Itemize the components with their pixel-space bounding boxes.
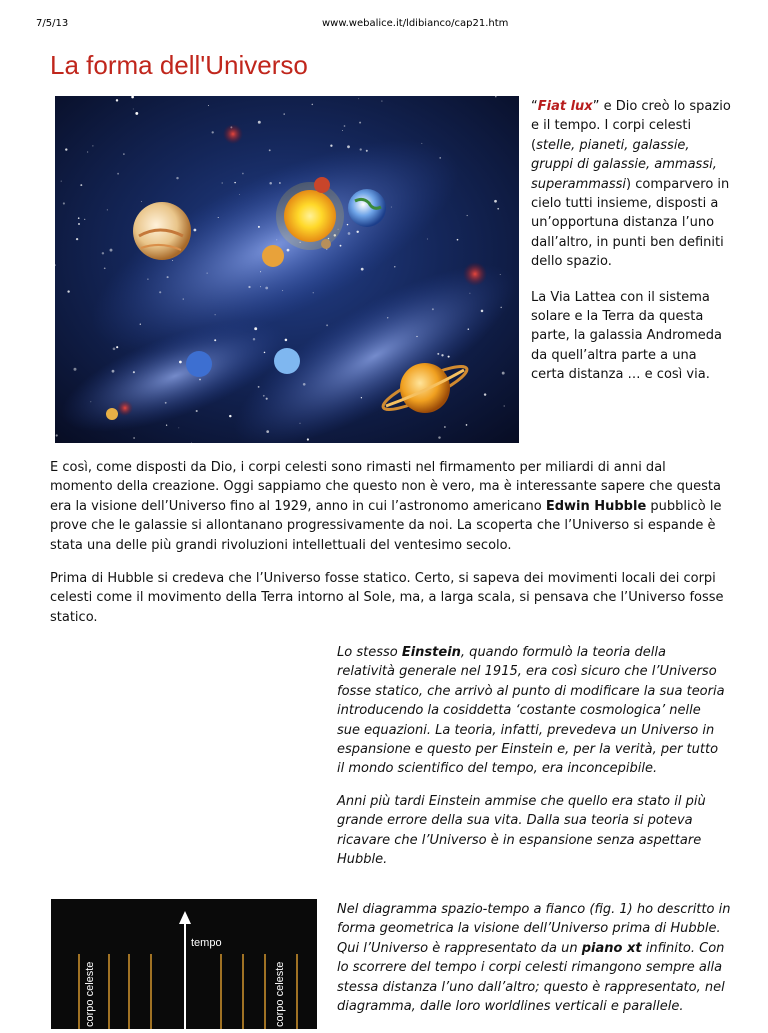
star	[76, 238, 78, 240]
star	[258, 386, 260, 388]
star	[467, 215, 468, 216]
star	[265, 287, 268, 290]
star	[92, 145, 93, 146]
star	[80, 184, 82, 186]
star	[166, 425, 167, 426]
star	[312, 104, 314, 106]
page-title: La forma dell'Universo	[50, 50, 308, 80]
star	[84, 219, 85, 220]
star	[347, 145, 350, 148]
star	[222, 182, 223, 183]
star	[300, 423, 301, 424]
star	[469, 293, 470, 294]
star	[264, 352, 266, 354]
intro-paragraph-2: La Via Lattea con il sistema solare e la Terra da questa parte, la galassia Andromeda da quell’altra parte a una certa distanza … e così via.	[531, 289, 722, 383]
star	[63, 202, 65, 204]
fiat-lux-quote: Fiat lux	[537, 99, 593, 114]
star	[260, 286, 261, 287]
star	[178, 427, 179, 428]
star	[133, 109, 134, 110]
star	[133, 371, 135, 373]
star	[253, 338, 255, 340]
star	[212, 131, 214, 133]
star	[481, 310, 484, 313]
star	[468, 328, 470, 330]
star	[239, 194, 240, 195]
einstein-paragraph-1	[337, 643, 727, 779]
star	[116, 346, 118, 348]
star	[285, 339, 288, 342]
star	[67, 290, 69, 292]
star	[208, 105, 209, 106]
star	[165, 402, 167, 404]
star	[276, 239, 277, 240]
star	[437, 353, 439, 355]
star	[207, 273, 208, 274]
star	[107, 209, 108, 210]
star	[215, 314, 216, 315]
star	[282, 290, 283, 291]
venus-planet	[262, 245, 284, 267]
star	[167, 276, 169, 278]
star	[191, 442, 192, 443]
cosmic-painting	[55, 96, 519, 443]
star	[457, 239, 459, 241]
star	[504, 405, 505, 406]
star	[110, 249, 113, 252]
star	[432, 308, 434, 310]
time-arrow-icon	[179, 911, 191, 924]
einstein-p1-c: , quando formulò la teoria della relatività generale nel 1915, era così sicuro che l’Universo fosse statico, che arrivò al punto di modificare la sua teoria introducendo la cosiddetta ‘costante cosmologica’ nelle sue equazioni. La teoria, infatti, prevedeva un Universo in espansione e questo per Einstein e, per la verità, per tutto il mondo scientifico del tempo, era inconcepibile.	[337, 645, 725, 777]
star	[133, 437, 135, 439]
neptune-planet	[186, 351, 212, 377]
intro-text-a: ” e Dio creò lo spazio e il tempo. I corpi celesti (	[531, 99, 731, 153]
star	[438, 436, 440, 438]
star	[172, 260, 173, 261]
star	[242, 173, 244, 175]
star	[441, 354, 443, 356]
star	[61, 181, 62, 182]
einstein-text	[337, 643, 727, 882]
star	[448, 356, 450, 358]
left-body-label: corpo celeste	[84, 961, 96, 1027]
star	[87, 152, 88, 153]
star	[279, 182, 281, 184]
star	[117, 173, 119, 175]
star	[466, 424, 468, 426]
star	[214, 339, 216, 341]
print-date: 7/5/13	[36, 18, 69, 29]
star	[347, 224, 348, 225]
star	[254, 327, 257, 330]
star	[113, 347, 116, 350]
star	[199, 379, 201, 381]
star	[360, 148, 362, 150]
star	[502, 372, 505, 375]
star	[494, 200, 497, 203]
star	[387, 317, 388, 318]
diagram-text-a: Nel diagramma spazio-tempo a fianco (fig. 1) ho descritto in forma geometrica la visione dell’Universo prima di Hubble. Qui l’Universo è rappresentato da un	[337, 902, 731, 956]
star	[260, 271, 261, 272]
star	[74, 368, 77, 371]
einstein-p1-a: Lo stesso	[337, 645, 402, 660]
body-paragraph-2: Prima di Hubble si credeva che l’Universo fosse statico. Certo, si sapeva dei movimenti locali dei corpi celesti come il movimento della Terra intorno al Sole, ma, a larga scala, si pensava che l’Universo fosse statico.	[50, 571, 724, 625]
star	[140, 324, 141, 325]
star	[269, 182, 272, 185]
star	[381, 101, 382, 102]
mars-planet	[314, 177, 330, 193]
star	[112, 370, 115, 373]
star	[116, 99, 118, 101]
star	[366, 150, 368, 152]
main-body-text	[50, 458, 725, 641]
star	[179, 361, 182, 364]
star	[330, 145, 332, 147]
intro-text-c: ) comparvero in cielo tutti insieme, disposti a un’opportuna distanza l’uno dall’altro, in punti ben definiti dello spazio.	[531, 176, 730, 270]
star	[123, 153, 124, 154]
diagram-paragraph	[337, 900, 732, 1016]
star	[358, 98, 359, 99]
star	[361, 397, 362, 398]
einstein-paragraph-2: Anni più tardi Einstein ammise che quello era stato il più grande errore della sua vita. Dalla sua teoria si poteva ricavare che l’Universo è in espansione senza aspettare Hubble.	[337, 793, 706, 868]
time-axis-label: tempo	[191, 937, 222, 949]
star	[269, 149, 271, 151]
piano-xt-term: piano xt	[581, 940, 642, 956]
star	[104, 267, 106, 269]
body-p1-a: E così, come disposti da Dio, i corpi celesti sono rimasti nel firmamento per miliardi di anni dal momento della creazione. Oggi sappiamo che questo non è vero, ma è interessante sapere che questa era la visione dell’Universo fino al 1929, anno in cui l’astronomo americano	[50, 460, 721, 514]
star	[439, 157, 441, 159]
star	[234, 182, 235, 183]
star	[342, 130, 343, 131]
star	[176, 177, 178, 179]
star	[56, 434, 58, 436]
star	[348, 232, 351, 235]
star	[391, 207, 392, 208]
star	[359, 122, 361, 124]
diagram-description	[337, 900, 732, 1016]
star	[102, 252, 104, 254]
star	[218, 217, 219, 218]
body-paragraph-1	[50, 458, 725, 555]
star	[266, 398, 268, 400]
uranus-planet	[274, 348, 300, 374]
star	[484, 393, 486, 395]
star	[361, 268, 364, 271]
star	[344, 125, 346, 127]
star	[416, 336, 417, 337]
edwin-hubble-name: Edwin Hubble	[545, 498, 647, 514]
star	[500, 274, 501, 275]
einstein-name: Einstein	[401, 645, 461, 660]
star	[421, 143, 422, 144]
star	[444, 426, 446, 428]
star	[258, 121, 261, 124]
worldlines	[79, 954, 297, 1029]
star	[263, 395, 265, 397]
star	[497, 208, 499, 210]
star	[287, 249, 290, 252]
star	[196, 410, 198, 412]
star	[258, 226, 260, 228]
star	[194, 229, 197, 232]
intro-paragraph-1	[531, 97, 731, 272]
star	[340, 245, 342, 247]
celestial-bodies-list: stelle, pianeti, galassie, gruppi di galassie, ammassi, superammassi	[531, 137, 717, 192]
star	[427, 239, 428, 240]
star	[78, 223, 80, 225]
star	[303, 383, 306, 386]
star	[248, 286, 250, 288]
star	[283, 113, 284, 114]
body-p1-c: pubblicò le prove che le galassie si allontanano progressivamente da noi. La scoperta che l’Universo si espande è stata una delle più grandi rivoluzioni intellettuali del ventesimo secolo.	[50, 498, 722, 553]
star	[90, 401, 91, 402]
star	[313, 292, 314, 293]
star	[326, 324, 328, 326]
star	[159, 291, 161, 293]
print-url: www.webalice.it/ldibianco/cap21.htm	[322, 18, 509, 29]
star	[307, 438, 309, 440]
star	[78, 217, 80, 219]
star	[229, 415, 231, 417]
star	[183, 299, 184, 300]
star	[141, 201, 142, 202]
intro-sidebar-text	[531, 97, 731, 401]
star	[356, 231, 358, 233]
right-body-label: corpo celeste	[274, 961, 286, 1027]
quote-open: “	[531, 99, 538, 114]
star	[394, 266, 395, 267]
star	[65, 148, 67, 150]
star	[147, 278, 149, 280]
star	[500, 307, 502, 309]
star	[266, 430, 269, 433]
star	[135, 112, 138, 115]
diagram-text-c: infinito. Con lo scorrere del tempo i corpi celesti rimangono sempre alla stessa distanza l’uno dall’altro; questo è rappresentato, nel diagramma, dalle loro worldlines verticali e parallele.	[337, 940, 725, 1015]
spacetime-diagram	[51, 899, 317, 1029]
